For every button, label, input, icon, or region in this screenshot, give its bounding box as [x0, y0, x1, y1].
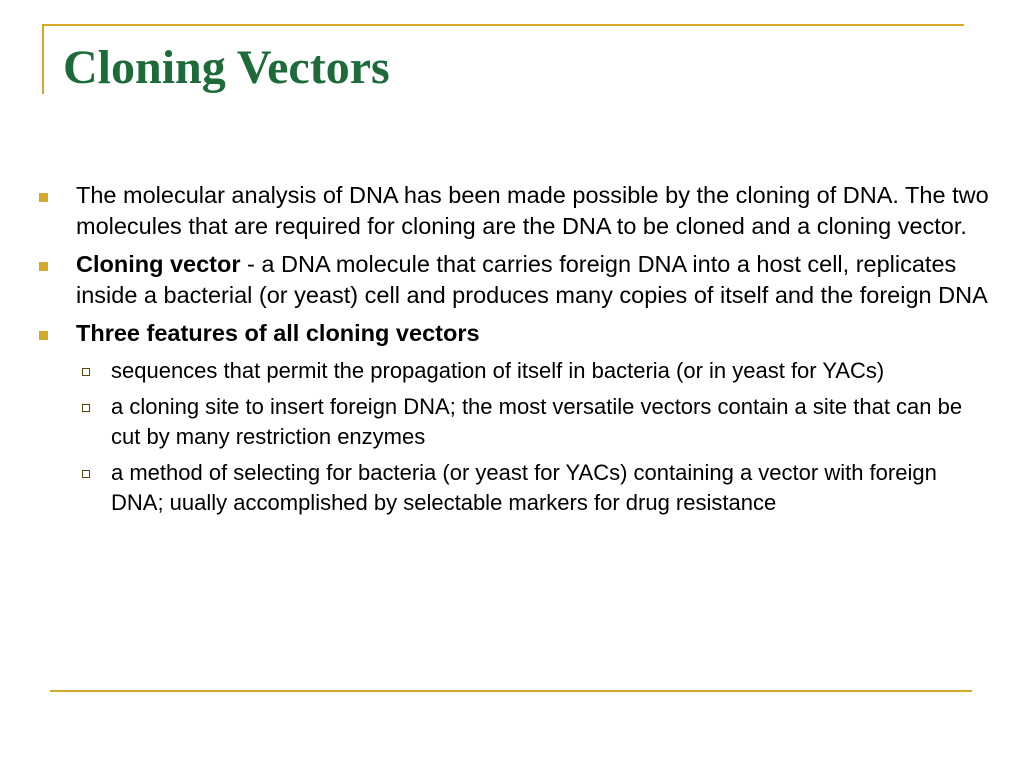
frame-top-line [42, 24, 964, 26]
square-bullet-icon [39, 331, 48, 340]
bullet-term: Cloning vector [76, 251, 241, 277]
bullet-item [35, 180, 995, 242]
slide-content [35, 180, 995, 524]
sub-bullet-item [35, 356, 995, 386]
sub-bullet-item [35, 392, 995, 452]
square-bullet-icon [39, 193, 48, 202]
bullet-heading: Three features of all cloning vectors [76, 320, 480, 346]
hollow-square-bullet-icon [82, 368, 90, 376]
bullet-text: - a DNA molecule that carries foreign DNA into a host cell, replicates inside a bacterial (or yeast) cell and produces many copies of itself and the foreign DNA [76, 251, 988, 308]
sub-bullet-text: sequences that permit the propagation of itself in bacteria (or in yeast for YACs) [111, 358, 885, 383]
square-bullet-icon [39, 262, 48, 271]
hollow-square-bullet-icon [82, 404, 90, 412]
frame-left-line [42, 24, 44, 94]
frame-bottom-line [50, 690, 972, 692]
bullet-text: The molecular analysis of DNA has been made possible by the cloning of DNA. The two molecules that are required for cloning are the DNA to be cloned and a cloning vector. [76, 182, 989, 239]
hollow-square-bullet-icon [82, 470, 90, 478]
sub-bullet-text: a method of selecting for bacteria (or yeast for YACs) containing a vector with foreign DNA; uually accomplished by selectable markers for drug resistance [111, 460, 937, 515]
bullet-item [35, 318, 995, 349]
sub-bullet-text: a cloning site to insert foreign DNA; the most versatile vectors contain a site that can be cut by many restriction enzymes [111, 394, 963, 449]
slide-title: Cloning Vectors [63, 41, 390, 94]
sub-bullet-item [35, 458, 995, 518]
bullet-item [35, 249, 995, 311]
